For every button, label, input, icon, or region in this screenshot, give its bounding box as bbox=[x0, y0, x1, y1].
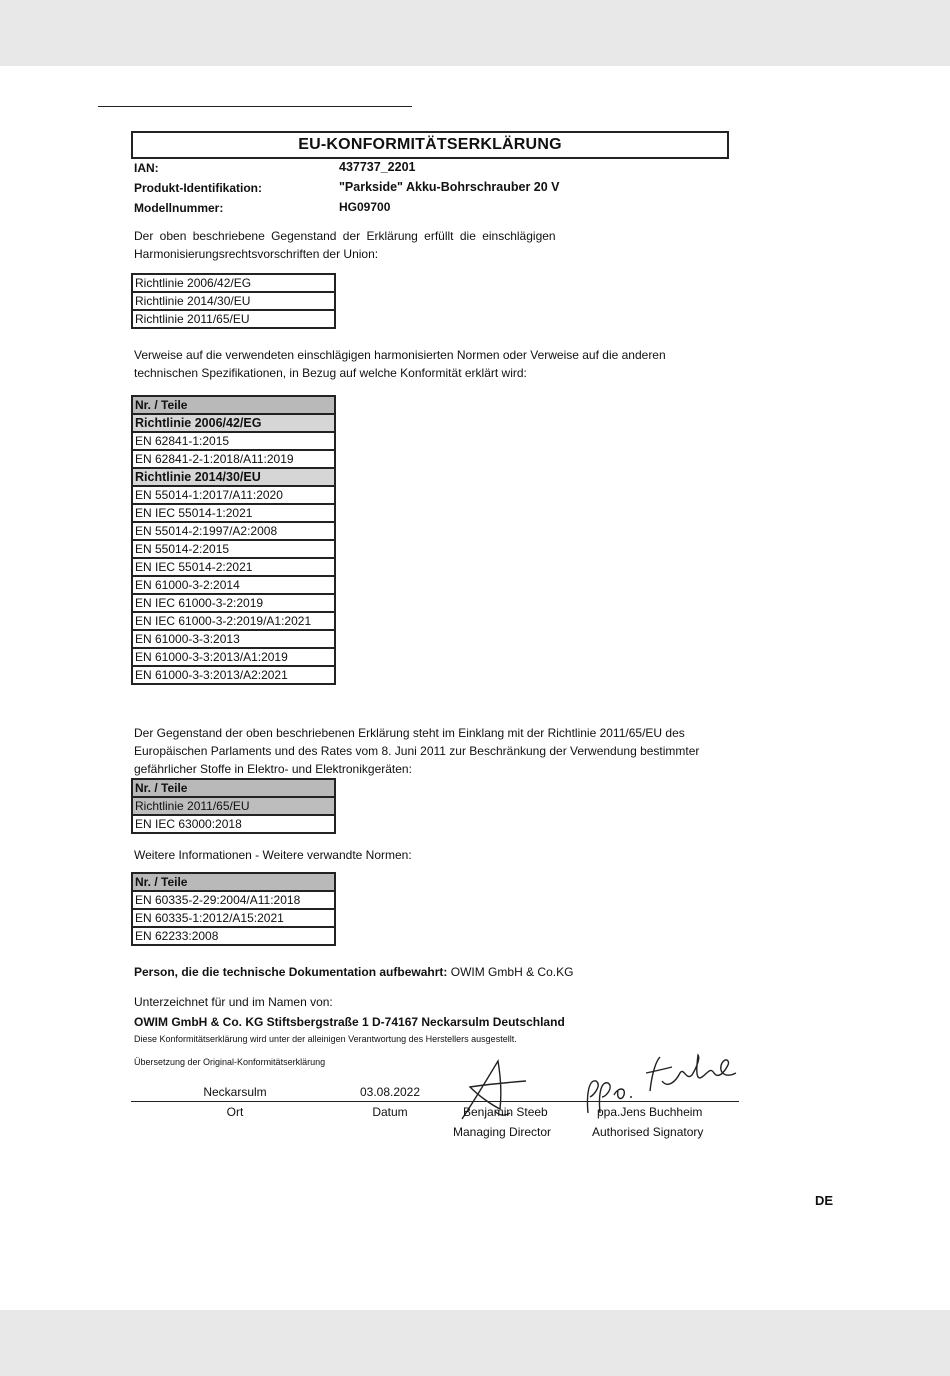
product-value: "Parkside" Akku-Bohrschrauber 20 V bbox=[339, 180, 560, 194]
translation-note: Übersetzung der Original-Konformitätserklärung bbox=[134, 1057, 326, 1067]
directives-table bbox=[131, 273, 336, 329]
norm-row: EN 55014-2:1997/A2:2008 bbox=[132, 522, 335, 540]
place-value: Neckarsulm bbox=[203, 1085, 267, 1099]
more-table-header: Nr. / Teile bbox=[132, 873, 335, 891]
norm-row: EN IEC 55014-2:2021 bbox=[132, 558, 335, 576]
more-info-heading: Weitere Informationen - Weitere verwandte Normen: bbox=[134, 848, 412, 862]
more-norm-row: EN 60335-2-29:2004/A11:2018 bbox=[132, 891, 335, 909]
signed-for: Unterzeichnet für und im Namen von: bbox=[134, 995, 333, 1009]
responsibility-note: Diese Konformitätserklärung wird unter der alleinigen Verantwortung des Herstellers ausgestellt. bbox=[134, 1034, 517, 1044]
norm-row: EN 62841-1:2015 bbox=[132, 432, 335, 450]
norms-table-header: Nr. / Teile bbox=[132, 396, 335, 414]
rohs-line-2: Europäischen Parlaments und des Rates vom 8. Juni 2011 zur Beschränkung der Verwendung bestimmter bbox=[134, 744, 700, 758]
date-label: Datum bbox=[372, 1105, 408, 1119]
product-label: Produkt-Identifikation: bbox=[134, 181, 262, 195]
rohs-table-title: Richtlinie 2011/65/EU bbox=[132, 797, 335, 815]
model-value: HG09700 bbox=[339, 200, 391, 214]
rohs-line-3: gefährlicher Stoffe in Elektro- und Elektronikgeräten: bbox=[134, 762, 412, 776]
norms-table bbox=[131, 395, 336, 685]
model-label: Modellnummer: bbox=[134, 201, 224, 215]
signature-line bbox=[131, 1101, 739, 1102]
norms-intro-line-1: Verweise auf die verwendeten einschlägigen harmonisierten Normen oder Verweise auf die anderen bbox=[134, 348, 666, 362]
top-rule bbox=[98, 106, 412, 107]
directive-row: Richtlinie 2011/65/EU bbox=[132, 310, 335, 328]
tech-doc-value: OWIM GmbH & Co.KG bbox=[450, 965, 574, 979]
signer-2-title: Authorised Signatory bbox=[592, 1125, 704, 1139]
norm-row: EN 61000-3-3:2013/A2:2021 bbox=[132, 666, 335, 684]
norms-intro bbox=[134, 346, 734, 382]
tech-doc-line bbox=[134, 965, 573, 979]
intro-paragraph bbox=[134, 227, 734, 263]
more-norm-row: EN 60335-1:2012/A15:2021 bbox=[132, 909, 335, 927]
norm-row: EN 55014-1:2017/A11:2020 bbox=[132, 486, 335, 504]
declaration-page bbox=[0, 66, 950, 1310]
rohs-line-1: Der Gegenstand der oben beschriebenen Erklärung steht im Einklang mit der Richtlinie 2011/65/EU des bbox=[134, 726, 685, 740]
norms-group-title: Richtlinie 2006/42/EG bbox=[132, 414, 335, 432]
ian-label: IAN: bbox=[134, 161, 159, 175]
norm-row: EN IEC 61000-3-2:2019/A1:2021 bbox=[132, 612, 335, 630]
norm-row: EN 62841-2-1:2018/A11:2019 bbox=[132, 450, 335, 468]
more-norm-row: EN 62233:2008 bbox=[132, 927, 335, 945]
norms-intro-line-2: technischen Spezifikationen, in Bezug auf welche Konformität erklärt wird: bbox=[134, 366, 527, 380]
intro-line-1: Der oben beschriebene Gegenstand der Erklärung erfüllt die einschlägigen bbox=[134, 229, 556, 243]
norm-row: EN 61000-3-3:2013/A1:2019 bbox=[132, 648, 335, 666]
directive-row: Richtlinie 2014/30/EU bbox=[132, 292, 335, 310]
signer-2-name: ppa.Jens Buchheim bbox=[597, 1105, 703, 1119]
date-value: 03.08.2022 bbox=[359, 1085, 421, 1099]
signer-1-title: Managing Director bbox=[453, 1125, 552, 1139]
language-code: DE bbox=[815, 1193, 834, 1208]
norm-row: EN IEC 55014-1:2021 bbox=[132, 504, 335, 522]
ian-value: 437737_2201 bbox=[339, 160, 416, 174]
rohs-paragraph bbox=[134, 724, 754, 778]
tech-doc-label: Person, die die technische Dokumentation aufbewahrt: bbox=[134, 965, 448, 979]
rohs-row: EN IEC 63000:2018 bbox=[132, 815, 335, 833]
norms-group-title: Richtlinie 2014/30/EU bbox=[132, 468, 335, 486]
signer-1-name: Benjamin Steeb bbox=[463, 1105, 548, 1119]
more-norms-table bbox=[131, 872, 336, 946]
rohs-table-header: Nr. / Teile bbox=[132, 779, 335, 797]
page-title: EU-KONFORMITÄTSERKLÄRUNG bbox=[131, 131, 729, 159]
norm-row: EN 55014-2:2015 bbox=[132, 540, 335, 558]
company-address: OWIM GmbH & Co. KG Stiftsbergstraße 1 D-74167 Neckarsulm Deutschland bbox=[134, 1015, 565, 1029]
intro-line-2: Harmonisierungsrechtsvorschriften der Union: bbox=[134, 247, 379, 261]
norm-row: EN IEC 61000-3-2:2019 bbox=[132, 594, 335, 612]
directive-row: Richtlinie 2006/42/EG bbox=[132, 274, 335, 292]
norm-row: EN 61000-3-3:2013 bbox=[132, 630, 335, 648]
place-label: Ort bbox=[226, 1105, 244, 1119]
rohs-table bbox=[131, 778, 336, 834]
norm-row: EN 61000-3-2:2014 bbox=[132, 576, 335, 594]
